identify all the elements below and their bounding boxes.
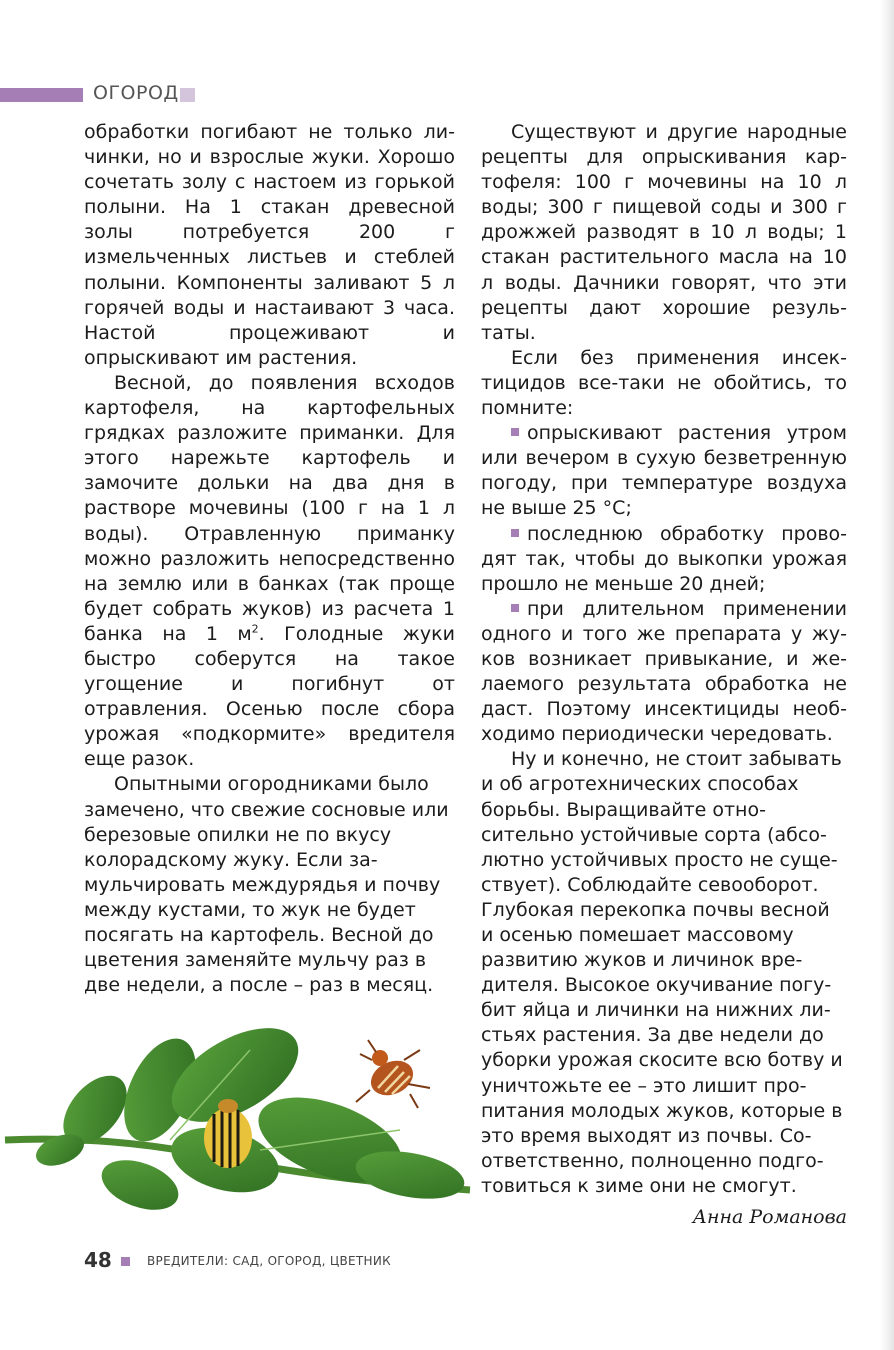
section-accent-square (180, 88, 195, 102)
left-paragraph-1: обработки погибают не только личинки, но и взрослые жуки. Хорошо сочетать золу с настоем из горькой полыни. На 1 стакан древесной золы потребуется 200 г измельченных листьев и стеблей полыни. Компоненты заливают 5 л горячей воды и настаивают 3 часа. Настой процеживают и опрыскивают им растения. (84, 121, 455, 369)
bullet-square-icon (511, 428, 519, 436)
potato-leaf-with-colorado-beetles-icon (0, 1010, 480, 1230)
section-title: ОГОРОД (93, 82, 179, 104)
article-author: Анна Романова (692, 1206, 847, 1228)
bullet-square-icon (511, 529, 519, 537)
bullet-text: при длительном применении одного и того же препарата у жуков возникает привыкание, и желаемого результата обработка не даст. Поэтому инсектициды необходимо периодически чередовать. (481, 597, 847, 746)
left-column (84, 120, 455, 998)
bullet-item (481, 597, 847, 748)
bullet-item (481, 522, 847, 597)
bullet-text: последнюю обработку проводят так, чтобы до выкопки урожая прошло не меньше 20 дней; (481, 522, 847, 595)
left-paragraph-3: Опытными огородниками было замечено, что свежие сосновые или березовые опилки не по вкусу колорадскому жуку. Если замульчировать междурядья и почву между кустами, то жук не будет посягать на картофель. Весной до цветения заменяйте мульчу раз в две недели, а после – раз в месяц. (84, 773, 449, 997)
right-column (481, 120, 847, 1199)
left-paragraph-2 (84, 371, 455, 773)
right-paragraph-1: Существуют и другие народные рецепты для опрыскивания картофеля: 100 г мочевины на 10 л воды; 300 г пищевой соды и 300 г дрожжей разводят в 10 л воды; 1 стакан растительного масла на 10 л воды. Дачники говорят, что эти рецепты дают хорошие результаты. (481, 121, 847, 344)
right-paragraph-closing: Ну и конечно, не стоит забывать и об агротехнических способах борьбы. Выращивайте относительно устойчивые сорта (абсолютно устойчивых просто не существует). Соблюдайте севооборот. Глубокая перекопка почвы весной и осенью помешает массовому развитию жуков и личинок вредителя. Высокое окучивание погубит яйца и личинки на нижних листьях растения. За две недели до уборки урожая скосите всю ботву и уничтожьте ее – это лишит пропитания молодых жуков, которые в это время выходят из почвы. Соответственно, полноценно подготовиться к зиме они не смогут. (481, 748, 843, 1197)
bullet-text: опрыскивают растения утром или вечером в сухую безветренную погоду, при температуре воздуха не выше 25 °С; (481, 422, 847, 520)
square-meter-superscript: 2 (251, 622, 259, 636)
left-paragraph-2-continued: . Голодные жуки быстро соберутся на такое угощение и погибнут от отравления. Осенью после сбора урожая «подкормите» вредителя еще разок. (84, 622, 455, 771)
right-paragraph-2: Если без применения инсектицидов все-таки не обойтись, то помните: (481, 346, 847, 420)
publication-title: ВРЕДИТЕЛИ: САД, ОГОРОД, ЦВЕТНИК (147, 1254, 391, 1268)
page-number: 48 (84, 1248, 112, 1272)
left-paragraph-2-text: Весной, до появления всходов картофеля, на картофельных грядках разложите приманки. Для этого нарежьте картофель и замочите дольки на два дня в растворе мочевины (100 г на 1 л воды). Отравленную приманку можно разложить непосредственно на землю или в банках (так проще будет собрать жуков) из расчета 1 банка на 1 м (84, 371, 455, 645)
section-accent-bar (0, 88, 83, 102)
bullet-square-icon (511, 604, 519, 612)
footer-accent-square (121, 1257, 130, 1266)
bullet-item (481, 421, 847, 521)
page-edge-shadow (880, 0, 894, 1350)
